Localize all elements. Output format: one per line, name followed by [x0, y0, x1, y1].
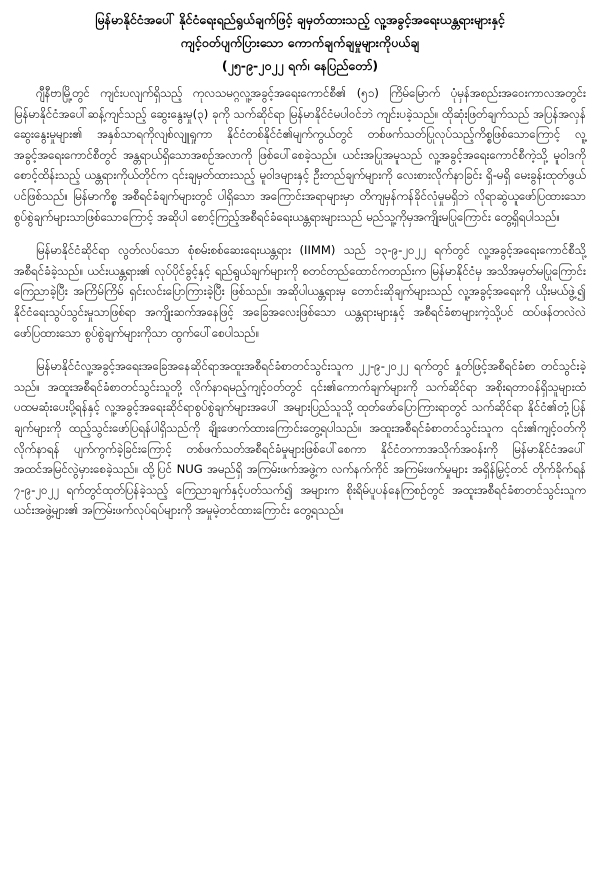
title-line-2: ကျင့်ဝတ်ပျက်ပြားသော ကောက်ချက်ချမှုများကိုပယ်ချ [180, 35, 420, 50]
title-line-1: မြန်မာနိုင်ငံအပေါ် နိုင်ငံရေးရည်ရွယ်ချက်ဖြင့် ချမှတ်ထားသည့် လူ့အခွင့်အရေးယန္တရားများနှင့် [95, 12, 505, 27]
paragraph-1: ဂျီနီဗာမြို့တွင် ကျင်းပလျက်ရှိသည့် ကုလသမဂ္ဂလူ့အခွင့်အရေးကောင်စီ၏ (၅၁) ကြိမ်မြောက် ပုံမှန်အစည်းအဝေးကာလအတွင်း မြန်မာနိုင်ငံအပေါ်ဆန့်ကျင်သည့် ဆွေးနွေးမှု(၃) ခုကို သက်ဆိုင်ရာ မြန်မာနိုင်ငံမပါဝင်ဘဲ ကျင်းပခဲ့သည်။ ထိုဆုံးဖြတ်ချက်သည် အပြန်အလှန်ဆွေးနွေးမှုများ၏ အနှစ်သာရကိုလျစ်လျူရှုကာ နိုင်ငံတစ်နိုင်ငံ၏မျက်ကွယ်တွင် တစ်ဖက်သတ်ပြုလုပ်သည့်ကိစ္စဖြစ်သောကြောင့် လူ့အခွင့်အရေးကောင်စီတွင် အန္တရာယ်ရှိသောအစဉ်အလာကို ဖြစ်ပေါ်စေခဲ့သည်။ ယင်းအပြုအမူသည် လူ့အခွင့်အရေးကောင်စီကဲ့သို့ မူဝါဒကိုစောင့်ထိန်းသည့် ယန္တရားကိုယ်တိုင်က ၎င်းချမှတ်ထားသည့် မူဝါဒများနှင့် ဦးတည်ချက်များကို လေးစားလိုက်နာခြင်း ရှိ-မရှိ မေးခွန်းထုတ်ဖွယ်ပင်ဖြစ်သည်။ မြန်မာကိစ္စ အစီရင်ခံချက်များတွင် ပါရှိသော အကြောင်းအရာများမှာ တိကျမှန်ကန်ခိုင်လုံမှုမရှိဘဲ လိုရာဆွဲယူဖော်ပြထားသော စွပ်စွဲချက်များသာဖြစ်သောကြောင့် အဆိုပါ စောင့်ကြည့်အစီရင်ခံရေးယန္တရားများသည် မည်သူ့ကိုမှအကျိုးမပြုကြောင်း တွေ့ရှိရပါသည်။ [14, 86, 586, 224]
paragraph-2: မြန်မာနိုင်ငံဆိုင်ရာ လွတ်လပ်သော စုံစမ်းစစ်ဆေးရေးယန္တရား (IIMM) သည် ၁၃-၉-၂၀၂၂ ရက်တွင် လူ့အခွင့်အရေးကောင်စီသို့ အစီရင်ခံခဲ့သည်။ ယင်းယန္တရား၏ လုပ်ပိုင်ခွင့်နှင့် ရည်ရွယ်ချက်များကို စတင်တည်ထောင်ကတည်းက မြန်မာနိုင်ငံမှ အသိအမှတ်မပြုကြောင်း ကြေညာခဲ့ပြီး အကြိမ်ကြိမ် ရှင်းလင်းပြောကြားခဲ့ပြီး ဖြစ်သည်။ အဆိုပါယန္တရားမှ တောင်းဆိုချက်များသည် လူ့အခွင့်အရေးကို ယိုးမယ်ဖွဲ့၍ နိုင်ငံရေးသွပ်သွင်းမှုသာဖြစ်ရာ အကျိုးဆက်အနေဖြင့် အခြေအလေးဖြစ်သော ယန္တရားများနှင့် အစီရင်ခံစာများကဲ့သို့ပင် ထပ်ဖန်တလဲလဲ ဖော်ပြထားသော စွပ်စွဲချက်များကိုသာ ထွက်ပေါ်စေပါသည်။ [14, 243, 586, 340]
document-title [14, 8, 586, 77]
title-date-line: (၂၅-၉-၂၀၂၂ ရက်၊ နေပြည်တော်) [221, 58, 379, 73]
paragraph-3: မြန်မာနိုင်ငံလူ့အခွင့်အရေးအခြေအနေဆိုင်ရာအထူးအစီရင်ခံစာတင်သွင်းသူက ၂၂-၉-၂၀၂၂ ရက်တွင် နှုတ်ဖြင့်အစီရင်ခံစာ တင်သွင်းခဲ့သည်။ အထူးအစီရင်ခံစာတင်သွင်းသူတို့ လိုက်နာရမည့်ကျင့်ဝတ်တွင် ၎င်း၏ကောက်ချက်များကို သက်ဆိုင်ရာ အစိုးရတာဝန်ရှိသူများထံ ပထမဆုံးပေးပို့ရန်နှင့် လူ့အခွင့်အရေးဆိုင်ရာစွပ်စွဲချက်များအပေါ် အများပြည်သူသို့ ထုတ်ဖော်ပြောကြားရာတွင် သက်ဆိုင်ရာ နိုင်ငံ၏တုံ့ပြန်ချက်များကို ထည့်သွင်းဖော်ပြရန်ပါရှိသည်ကို ချိုးဖောက်ထားကြောင်းတွေ့ရပါသည်။ အထူးအစီရင်ခံစာတင်သွင်းသူက ၎င်း၏ကျင့်ဝတ်ကိုလိုက်နာရန် ပျက်ကွက်ခဲ့ခြင်းကြောင့် တစ်ဖက်သတ်အစီရင်ခံမှုများဖြစ်ပေါ်စေကာ နိုင်ငံတကာအသိုက်အဝန်းကို မြန်မာနိုင်ငံအပေါ် အထင်အမြင်လွဲမှားစေခဲ့သည်။ ထို့ပြင် NUG အမည်ရှိ အကြမ်းဖက်အဖွဲ့က လက်နက်ကိုင် အကြမ်းဖက်မှုများ အရှိန်မြှင့်တင် တိုက်ခိုက်ရန် ၇-၉-၂၀၂၂ ရက်တွင်ထုတ်ပြန်ခဲ့သည့် ကြေညာချက်နှင့်ပတ်သက်၍ အများက စိုးရိမ်ပူပန်နေကြစဉ်တွင် အထူးအစီရင်ခံစာတင်သွင်းသူက ယင်းအဖွဲ့များ၏ အကြမ်းဖက်လုပ်ရပ်များကို အမှုမဲ့တင်ထားကြောင်း တွေ့ရသည်။ [14, 359, 586, 518]
